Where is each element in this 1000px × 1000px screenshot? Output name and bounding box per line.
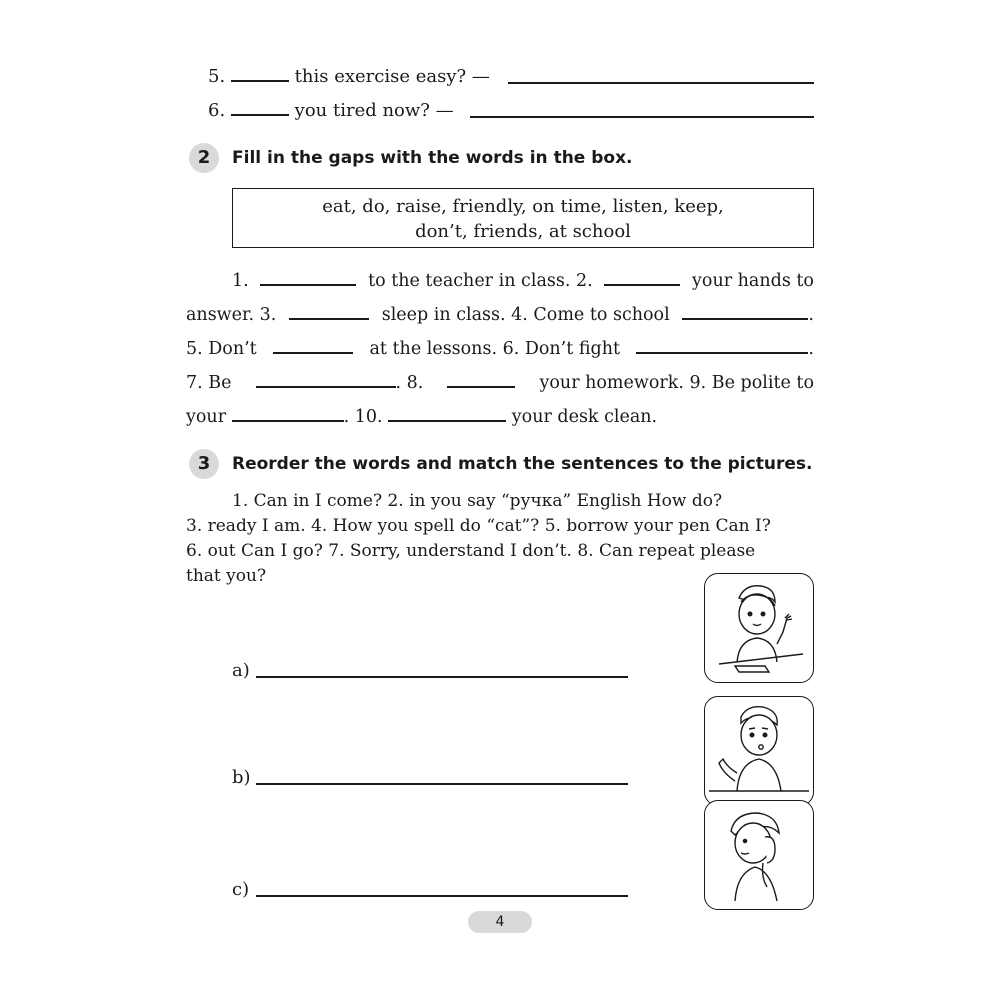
ex2-l5-b: . 10.: [343, 407, 383, 427]
answer-c-line[interactable]: [256, 895, 628, 897]
ex2-l1-b: to the teacher in class. 2.: [368, 271, 593, 291]
ex1-q5-text: this exercise easy? —: [294, 66, 490, 87]
ex2-line-5: [186, 404, 814, 428]
boy-thinking-illustration: [705, 801, 813, 909]
ex2-l4-b: . 8.: [395, 373, 424, 393]
ex3-text-line-1: 1. Can in I come? 2. in you say “ручка” English How do?: [232, 491, 723, 511]
ex3-text-line-3: 6. out Can I go? 7. Sorry, understand I don’t. 8. Can repeat please: [186, 541, 756, 561]
ex2-gap-8[interactable]: [447, 370, 515, 388]
ex1-q5-gap[interactable]: [231, 64, 289, 82]
ex2-l4-a: 7. Be: [186, 373, 232, 393]
ex2-line-2: [186, 302, 814, 326]
word-box-line-2: don’t, friends, at school: [415, 221, 631, 242]
ex2-gap-10[interactable]: [388, 404, 506, 422]
ex2-gap-1[interactable]: [260, 268, 356, 286]
page-number: 4: [468, 911, 532, 933]
ex2-gap-9[interactable]: [232, 404, 344, 422]
ex2-gap-6[interactable]: [636, 336, 808, 354]
ex2-line-1: [186, 268, 814, 292]
ex1-q6-text: you tired now? —: [294, 100, 454, 121]
exercise-3-number: 3: [197, 453, 211, 474]
ex1-q5-answer-line[interactable]: [508, 82, 814, 84]
ex1-q6: [208, 98, 454, 122]
word-box: [232, 188, 814, 248]
ex2-gap-3[interactable]: [289, 302, 369, 320]
ex2-l3-c: .: [808, 339, 814, 359]
ex2-line-4: [186, 370, 814, 394]
ex2-gap-5[interactable]: [273, 336, 353, 354]
ex2-l2-c: .: [808, 305, 814, 325]
ex2-gap-2[interactable]: [604, 268, 680, 286]
ex1-q5-number: 5.: [208, 66, 226, 87]
ex2-l2-a: answer. 3.: [186, 305, 277, 325]
answer-c-label: c): [232, 879, 250, 900]
ex1-q6-number: 6.: [208, 100, 226, 121]
ex2-l5-a: your: [186, 407, 227, 427]
ex2-l3-b: at the lessons. 6. Don’t fight: [369, 339, 620, 359]
ex1-q5: [208, 64, 490, 88]
exercise-2-number: 2: [197, 147, 211, 168]
answer-a-line[interactable]: [256, 676, 628, 678]
ex2-l5-c: your desk clean.: [511, 407, 658, 427]
ex2-line-3: [186, 336, 814, 360]
ex2-l1-c: your hands to: [692, 271, 814, 291]
exercise-3-title: Reorder the words and match the sentences to the pictures.: [232, 454, 813, 474]
ex2-l1-a: 1.: [232, 271, 249, 291]
exercise-2-title: Fill in the gaps with the words in the box.: [232, 148, 633, 168]
ex3-text-line-4: that you?: [186, 566, 267, 586]
picture-boy-confused: [704, 696, 814, 806]
boy-raising-hand-illustration: [705, 574, 813, 682]
answer-b-label: b): [232, 767, 251, 788]
ex2-l2-b: sleep in class. 4. Come to school: [381, 305, 670, 325]
ex1-q6-gap[interactable]: [231, 98, 289, 116]
word-box-line-1: eat, do, raise, friendly, on time, listen, keep,: [322, 196, 724, 217]
ex2-l3-a: 5. Don’t: [186, 339, 257, 359]
picture-boy-thinking: [704, 800, 814, 910]
exercise-2-badge: [189, 143, 219, 173]
picture-boy-raising-hand: [704, 573, 814, 683]
exercise-3-badge: [189, 449, 219, 479]
ex2-gap-4[interactable]: [682, 302, 808, 320]
boy-confused-illustration: [705, 697, 813, 805]
answer-b-line[interactable]: [256, 783, 628, 785]
ex3-text-line-2: 3. ready I am. 4. How you spell do “cat”? 5. borrow your pen Can I?: [186, 516, 771, 536]
answer-a-label: a): [232, 660, 250, 681]
ex2-l4-c: your homework. 9. Be polite to: [539, 373, 814, 393]
ex2-gap-7[interactable]: [256, 370, 396, 388]
ex1-q6-answer-line[interactable]: [470, 116, 814, 118]
